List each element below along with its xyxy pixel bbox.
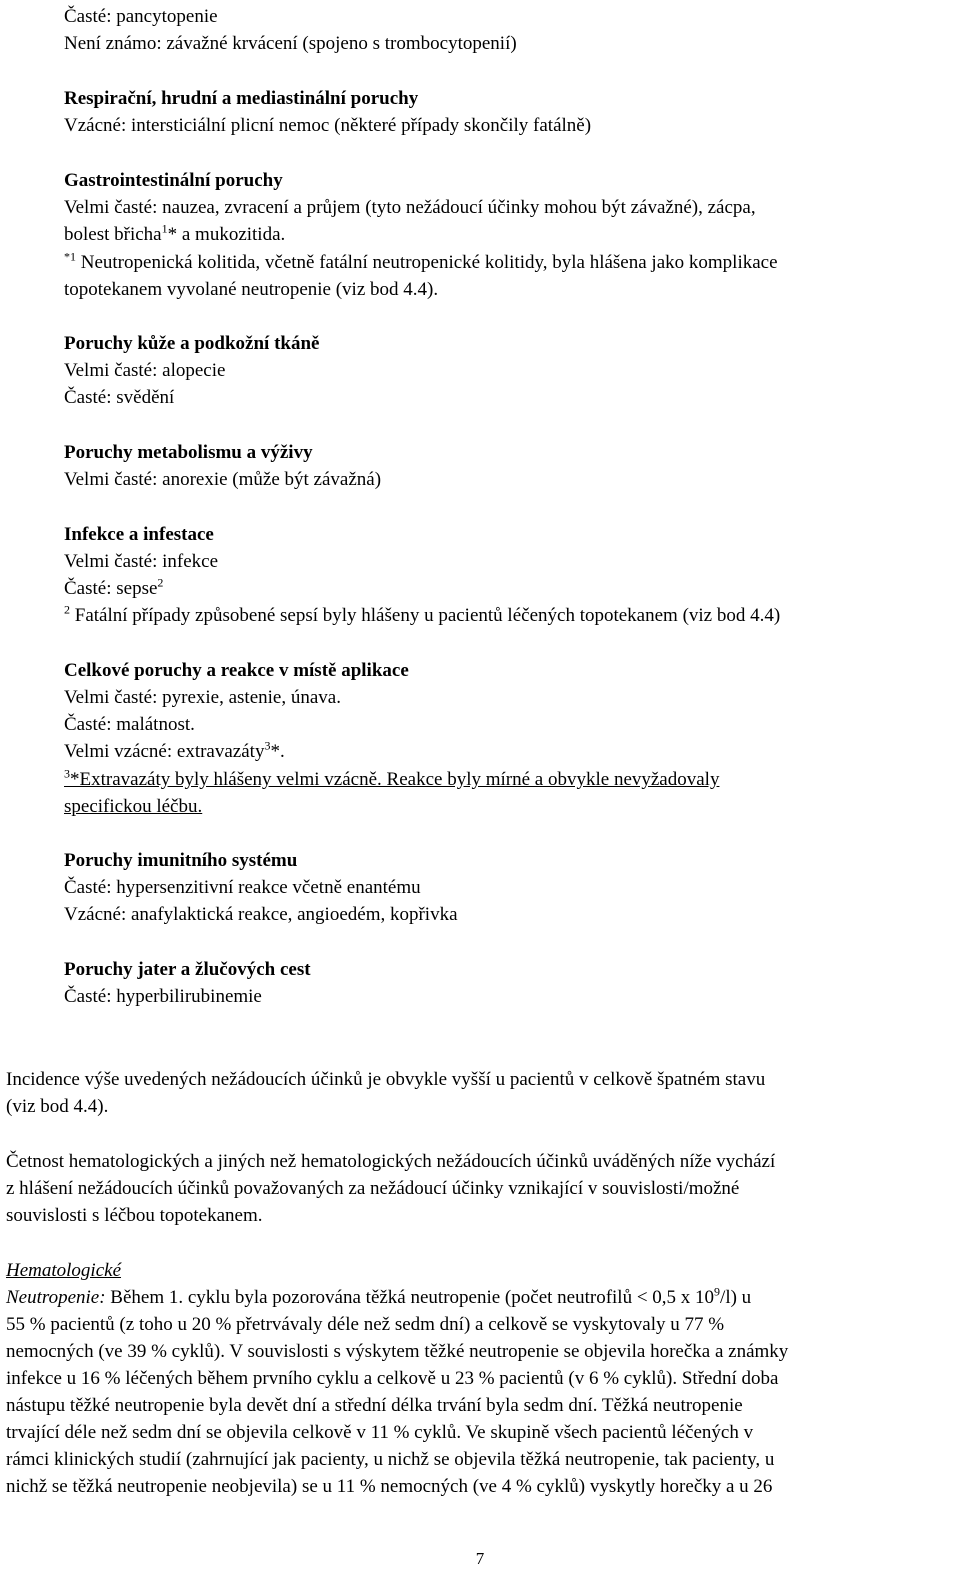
metabolism-line-1: Velmi časté: anorexie (může být závažná) <box>64 469 382 490</box>
paragraph-incidence-line-2: (viz bod 4.4). <box>6 1096 109 1117</box>
paragraph-frequency-line-2: z hlášení nežádoucích účinků považovaných za nežádoucí účinky vznikající v souvislosti/možné <box>6 1178 740 1199</box>
general-line-3-tail: *. <box>270 741 285 762</box>
hematologic-line-1-text: Během 1. cyklu byla pozorována těžká neutropenie (počet neutrofilů < 0,5 x 10 <box>105 1287 715 1308</box>
neutropenia-label: Neutropenie: <box>6 1287 106 1308</box>
section-title-metabolism: Poruchy metabolismu a výživy <box>64 442 313 463</box>
infections-footnote-marker: 2 <box>64 602 70 617</box>
gi-line-1: Velmi časté: nauzea, zvracení a průjem (tyto nežádoucí účinky mohou být závažné), zácpa, <box>64 197 756 218</box>
gi-footnote-text: Neutropenická kolitida, včetně fatální neutropenické kolitidy, byla hlášena jako komplikace <box>76 252 778 273</box>
hematologic-line-1-tail: /l) u <box>720 1287 752 1308</box>
general-footnote-ref: 3 <box>264 738 271 753</box>
infections-footnote-text: Fatální případy způsobené sepsí byly hlášeny u pacientů léčených topotekanem (viz bod 4.4) <box>70 605 781 626</box>
respiratory-line-1: Vzácné: intersticiální plicní nemoc (některé případy skončily fatálně) <box>64 115 592 136</box>
section-title-immune: Poruchy imunitního systému <box>64 850 298 871</box>
general-footnote-line-1 <box>64 766 719 793</box>
gi-line-2-text: bolest břicha <box>64 224 162 245</box>
infections-line-2 <box>64 575 163 602</box>
gi-line-2-tail: * a mukozitida. <box>167 224 286 245</box>
infections-footnote-ref: 2 <box>157 575 164 590</box>
general-line-3 <box>64 738 285 765</box>
section-title-gastrointestinal: Gastrointestinální poruchy <box>64 170 283 191</box>
liver-line-1: Časté: hyperbilirubinemie <box>64 986 262 1007</box>
gi-footnote-ref: 1 <box>161 221 168 236</box>
blood-line-2: Není známo: závažné krvácení (spojeno s trombocytopenií) <box>64 33 517 54</box>
blood-line-1: Časté: pancytopenie <box>64 6 218 27</box>
hematologic-line-6: trvající déle než sedm dní se objevila celkově v 11 % cyklů. Ve skupině všech pacientů léčených v <box>6 1422 754 1443</box>
infections-line-2-text: Časté: sepse <box>64 578 158 599</box>
hematologic-line-8: nichž se těžká neutropenie neobjevila) se u 11 % nemocných (ve 4 % cyklů) vyskytly horečky a u 26 <box>6 1476 773 1497</box>
hematologic-line-5: nástupu těžké neutropenie byla devět dní a střední délka trvání byla sedm dní. Těžká neutropenie <box>6 1395 743 1416</box>
hematologic-line-2: 55 % pacientů (z toho u 20 % přetrvávaly déle než sedm dní) a celkově se vyskytovaly u 77 % <box>6 1314 725 1335</box>
exponent: 9 <box>714 1284 721 1299</box>
gi-footnote-marker: *1 <box>64 249 76 264</box>
section-title-respiratory: Respirační, hrudní a mediastinální poruchy <box>64 88 419 109</box>
section-title-hematologic: Hematologické <box>6 1260 122 1281</box>
general-footnote-marker: 3 <box>64 766 70 781</box>
hematologic-line-7: rámci klinických studií (zahrnující jak pacienty, u nichž se objevila těžká neutropenie, tak pacienty, u <box>6 1449 775 1470</box>
hematologic-line-3: nemocných (ve 39 % cyklů). V souvislosti s výskytem těžké neutropenie se objevila horečka a známky <box>6 1341 789 1362</box>
page-number: 7 <box>475 1549 485 1568</box>
infections-line-1: Velmi časté: infekce <box>64 551 219 572</box>
skin-line-1: Velmi časté: alopecie <box>64 360 226 381</box>
paragraph-frequency-line-3: souvislosti s léčbou topotekanem. <box>6 1205 263 1226</box>
hematologic-line-4: infekce u 16 % léčených během prvního cyklu a celkově u 23 % pacientů (v 6 % cyklů). Střední doba <box>6 1368 779 1389</box>
gi-footnote-line-2: topotekanem vyvolané neutropenie (viz bod 4.4). <box>64 279 439 300</box>
section-title-infections: Infekce a infestace <box>64 524 214 545</box>
gi-line-2 <box>64 221 285 248</box>
general-line-1: Velmi časté: pyrexie, astenie, únava. <box>64 687 341 708</box>
infections-footnote <box>64 602 780 629</box>
paragraph-incidence-line-1: Incidence výše uvedených nežádoucích účinků je obvykle vyšší u pacientů v celkově špatném stavu <box>6 1069 766 1090</box>
paragraph-frequency-line-1: Četnost hematologických a jiných než hematologických nežádoucích účinků uváděných níže vychází <box>6 1151 776 1172</box>
immune-line-2: Vzácné: anafylaktická reakce, angioedém, kopřivka <box>64 904 458 925</box>
hematologic-line-1 <box>6 1284 751 1311</box>
general-line-2: Časté: malátnost. <box>64 714 195 735</box>
general-footnote-text: *Extravazáty byly hlášeny velmi vzácně. Reakce byly mírné a obvykle nevyžadovaly <box>70 769 720 790</box>
gi-footnote-line-1 <box>64 249 778 276</box>
general-line-3-text: Velmi vzácné: extravazáty <box>64 741 265 762</box>
skin-line-2: Časté: svědění <box>64 387 175 408</box>
section-title-general: Celkové poruchy a reakce v místě aplikace <box>64 660 409 681</box>
general-footnote-line-2: specifickou léčbu. <box>64 796 203 817</box>
section-title-liver: Poruchy jater a žlučových cest <box>64 959 311 980</box>
section-title-skin: Poruchy kůže a podkožní tkáně <box>64 333 320 354</box>
immune-line-1: Časté: hypersenzitivní reakce včetně enantému <box>64 877 421 898</box>
